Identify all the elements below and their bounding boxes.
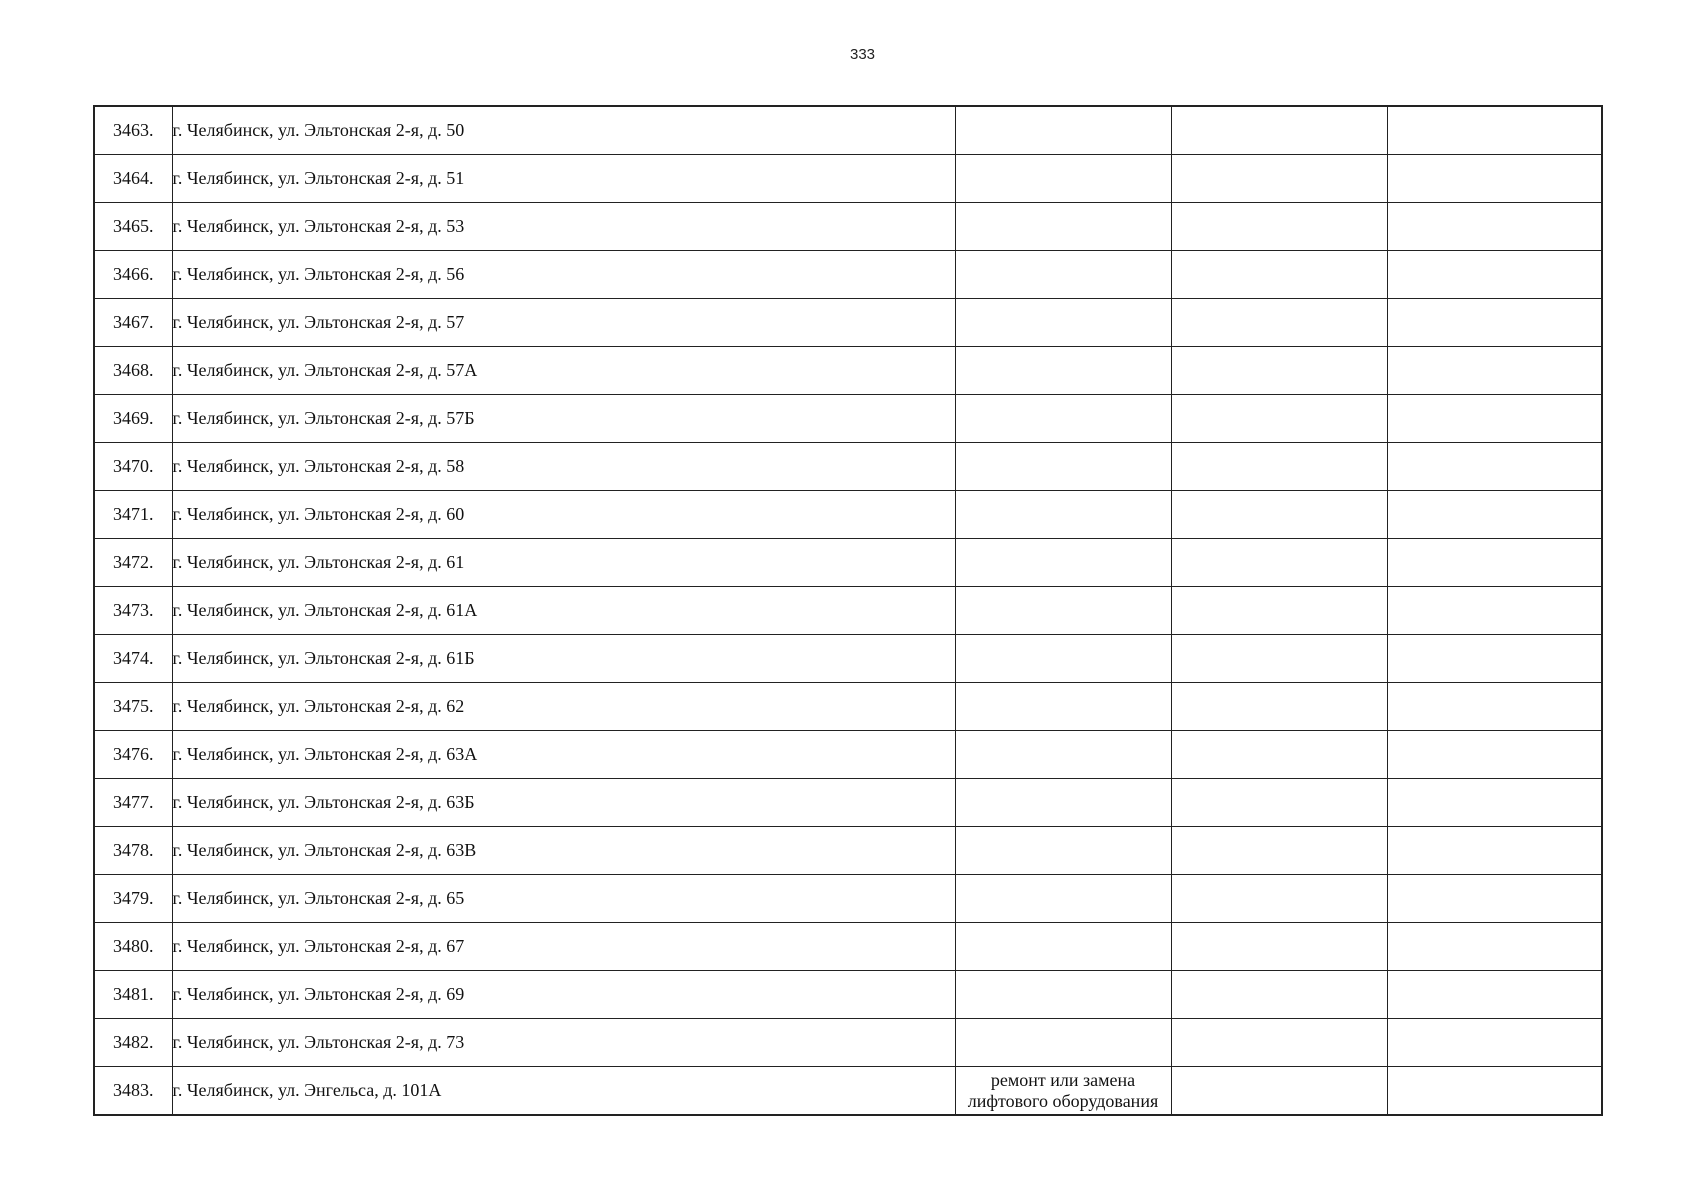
table-row bbox=[94, 491, 1602, 539]
empty-cell bbox=[1387, 1019, 1602, 1067]
work-type-cell bbox=[955, 683, 1171, 731]
page-number: 333 bbox=[849, 46, 876, 63]
work-type-cell bbox=[955, 347, 1171, 395]
empty-cell bbox=[1171, 347, 1387, 395]
table-row bbox=[94, 299, 1602, 347]
empty-cell bbox=[1387, 971, 1602, 1019]
address-cell: г. Челябинск, ул. Эльтонская 2-я, д. 73 bbox=[172, 1019, 955, 1067]
work-type-cell bbox=[955, 923, 1171, 971]
table-row bbox=[94, 635, 1602, 683]
row-number-cell: 3476. bbox=[94, 731, 172, 779]
empty-cell bbox=[1171, 491, 1387, 539]
row-number-cell: 3481. bbox=[94, 971, 172, 1019]
row-number-cell: 3467. bbox=[94, 299, 172, 347]
work-type-cell bbox=[955, 875, 1171, 923]
empty-cell bbox=[1171, 587, 1387, 635]
work-type-cell bbox=[955, 971, 1171, 1019]
table-row bbox=[94, 251, 1602, 299]
empty-cell bbox=[1171, 1067, 1387, 1116]
table-row bbox=[94, 971, 1602, 1019]
row-number-cell: 3468. bbox=[94, 347, 172, 395]
table-row bbox=[94, 875, 1602, 923]
work-type-cell bbox=[955, 635, 1171, 683]
address-cell: г. Челябинск, ул. Эльтонская 2-я, д. 67 bbox=[172, 923, 955, 971]
table-row bbox=[94, 106, 1602, 155]
empty-cell bbox=[1387, 443, 1602, 491]
register-table-body bbox=[94, 106, 1602, 1115]
empty-cell bbox=[1387, 779, 1602, 827]
address-cell: г. Челябинск, ул. Эльтонская 2-я, д. 58 bbox=[172, 443, 955, 491]
table-row bbox=[94, 731, 1602, 779]
row-number-cell: 3469. bbox=[94, 395, 172, 443]
address-register-table bbox=[93, 105, 1603, 1116]
address-cell: г. Челябинск, ул. Эльтонская 2-я, д. 69 bbox=[172, 971, 955, 1019]
address-cell: г. Челябинск, ул. Эльтонская 2-я, д. 53 bbox=[172, 203, 955, 251]
empty-cell bbox=[1387, 299, 1602, 347]
address-cell: г. Челябинск, ул. Эльтонская 2-я, д. 61А bbox=[172, 587, 955, 635]
address-cell: г. Челябинск, ул. Эльтонская 2-я, д. 63В bbox=[172, 827, 955, 875]
empty-cell bbox=[1387, 875, 1602, 923]
empty-cell bbox=[1171, 923, 1387, 971]
work-type-cell bbox=[955, 443, 1171, 491]
empty-cell bbox=[1387, 731, 1602, 779]
empty-cell bbox=[1171, 155, 1387, 203]
empty-cell bbox=[1387, 683, 1602, 731]
address-cell: г. Челябинск, ул. Эльтонская 2-я, д. 51 bbox=[172, 155, 955, 203]
work-type-cell bbox=[955, 299, 1171, 347]
empty-cell bbox=[1387, 203, 1602, 251]
table-row bbox=[94, 539, 1602, 587]
address-cell: г. Челябинск, ул. Эльтонская 2-я, д. 57Б bbox=[172, 395, 955, 443]
work-type-cell bbox=[955, 539, 1171, 587]
table-row bbox=[94, 347, 1602, 395]
work-type-cell bbox=[955, 1019, 1171, 1067]
work-type-cell bbox=[955, 587, 1171, 635]
address-cell: г. Челябинск, ул. Эльтонская 2-я, д. 57 bbox=[172, 299, 955, 347]
empty-cell bbox=[1171, 731, 1387, 779]
empty-cell bbox=[1171, 251, 1387, 299]
empty-cell bbox=[1171, 299, 1387, 347]
work-type-cell bbox=[955, 395, 1171, 443]
empty-cell bbox=[1387, 347, 1602, 395]
table-row bbox=[94, 587, 1602, 635]
row-number-cell: 3466. bbox=[94, 251, 172, 299]
work-type-cell bbox=[955, 827, 1171, 875]
empty-cell bbox=[1171, 683, 1387, 731]
address-cell: г. Челябинск, ул. Эльтонская 2-я, д. 63А bbox=[172, 731, 955, 779]
empty-cell bbox=[1171, 106, 1387, 155]
address-cell: г. Челябинск, ул. Эльтонская 2-я, д. 50 bbox=[172, 106, 955, 155]
empty-cell bbox=[1387, 635, 1602, 683]
row-number-cell: 3475. bbox=[94, 683, 172, 731]
row-number-cell: 3480. bbox=[94, 923, 172, 971]
row-number-cell: 3473. bbox=[94, 587, 172, 635]
table-row bbox=[94, 1019, 1602, 1067]
work-type-cell bbox=[955, 731, 1171, 779]
work-type-cell bbox=[955, 251, 1171, 299]
row-number-cell: 3477. bbox=[94, 779, 172, 827]
empty-cell bbox=[1387, 827, 1602, 875]
empty-cell bbox=[1171, 635, 1387, 683]
work-type-cell bbox=[955, 155, 1171, 203]
empty-cell bbox=[1387, 395, 1602, 443]
empty-cell bbox=[1171, 971, 1387, 1019]
empty-cell bbox=[1171, 827, 1387, 875]
empty-cell bbox=[1387, 1067, 1602, 1116]
empty-cell bbox=[1171, 443, 1387, 491]
empty-cell bbox=[1387, 539, 1602, 587]
work-type-cell: ремонт или замена лифтового оборудования bbox=[955, 1067, 1171, 1116]
row-number-cell: 3483. bbox=[94, 1067, 172, 1116]
address-cell: г. Челябинск, ул. Эльтонская 2-я, д. 57А bbox=[172, 347, 955, 395]
table-row bbox=[94, 443, 1602, 491]
address-cell: г. Челябинск, ул. Эльтонская 2-я, д. 56 bbox=[172, 251, 955, 299]
empty-cell bbox=[1387, 106, 1602, 155]
row-number-cell: 3465. bbox=[94, 203, 172, 251]
row-number-cell: 3471. bbox=[94, 491, 172, 539]
table-row bbox=[94, 923, 1602, 971]
table-row bbox=[94, 395, 1602, 443]
row-number-cell: 3472. bbox=[94, 539, 172, 587]
work-type-cell bbox=[955, 106, 1171, 155]
address-cell: г. Челябинск, ул. Эльтонская 2-я, д. 63Б bbox=[172, 779, 955, 827]
empty-cell bbox=[1171, 779, 1387, 827]
empty-cell bbox=[1387, 923, 1602, 971]
table-row bbox=[94, 827, 1602, 875]
address-cell: г. Челябинск, ул. Эльтонская 2-я, д. 62 bbox=[172, 683, 955, 731]
work-type-cell bbox=[955, 203, 1171, 251]
row-number-cell: 3482. bbox=[94, 1019, 172, 1067]
empty-cell bbox=[1171, 875, 1387, 923]
address-cell: г. Челябинск, ул. Эльтонская 2-я, д. 60 bbox=[172, 491, 955, 539]
address-cell: г. Челябинск, ул. Эльтонская 2-я, д. 61Б bbox=[172, 635, 955, 683]
empty-cell bbox=[1171, 395, 1387, 443]
table-row bbox=[94, 1067, 1602, 1116]
row-number-cell: 3474. bbox=[94, 635, 172, 683]
empty-cell bbox=[1171, 203, 1387, 251]
row-number-cell: 3478. bbox=[94, 827, 172, 875]
empty-cell bbox=[1387, 587, 1602, 635]
row-number-cell: 3464. bbox=[94, 155, 172, 203]
empty-cell bbox=[1171, 1019, 1387, 1067]
row-number-cell: 3470. bbox=[94, 443, 172, 491]
empty-cell bbox=[1171, 539, 1387, 587]
table-row bbox=[94, 203, 1602, 251]
table-row bbox=[94, 155, 1602, 203]
empty-cell bbox=[1387, 155, 1602, 203]
work-type-cell bbox=[955, 491, 1171, 539]
address-cell: г. Челябинск, ул. Эльтонская 2-я, д. 61 bbox=[172, 539, 955, 587]
empty-cell bbox=[1387, 251, 1602, 299]
address-cell: г. Челябинск, ул. Эльтонская 2-я, д. 65 bbox=[172, 875, 955, 923]
row-number-cell: 3479. bbox=[94, 875, 172, 923]
table-row bbox=[94, 779, 1602, 827]
table-row bbox=[94, 683, 1602, 731]
address-cell: г. Челябинск, ул. Энгельса, д. 101А bbox=[172, 1067, 955, 1116]
empty-cell bbox=[1387, 491, 1602, 539]
row-number-cell: 3463. bbox=[94, 106, 172, 155]
work-type-cell bbox=[955, 779, 1171, 827]
